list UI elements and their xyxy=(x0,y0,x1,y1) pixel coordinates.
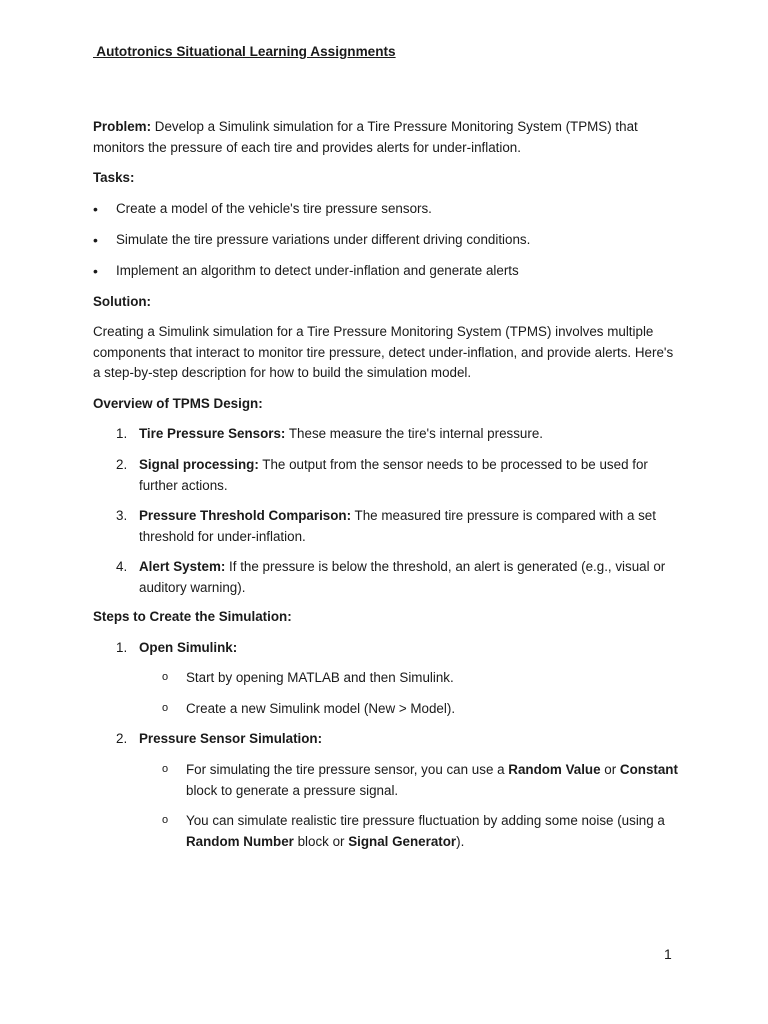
tasks-heading: Tasks: xyxy=(93,170,135,185)
overview-item-body: If the pressure is below the threshold, an alert is generated (e.g., visual or auditory warning). xyxy=(139,559,666,595)
task-text: Create a model of the vehicle's tire pressure sensors. xyxy=(116,201,432,216)
problem-paragraph xyxy=(93,117,683,158)
overview-item-label: Alert System: xyxy=(139,559,226,574)
page-number: 1 xyxy=(664,946,672,962)
list-number: 1. xyxy=(116,640,128,655)
hollow-bullet-icon: o xyxy=(162,763,169,775)
block-name-signal-generator: Signal Generator xyxy=(348,833,457,849)
steps-heading: Steps to Create the Simulation: xyxy=(93,609,292,624)
overview-item-text xyxy=(139,506,679,547)
task-text: Simulate the tire pressure variations under different driving conditions. xyxy=(116,232,531,247)
overview-item-text xyxy=(139,557,679,598)
solution-paragraph: Creating a Simulink simulation for a Tire Pressure Monitoring System (TPMS) involves multiple components that interact to monitor tire pressure, detect under-inflation, and provide alerts. Here's a step-by-step description for how to build the simulation model. xyxy=(93,324,674,380)
list-number: 2. xyxy=(116,457,128,472)
bullet-icon: • xyxy=(93,232,98,248)
overview-heading: Overview of TPMS Design: xyxy=(93,396,263,411)
solution-heading: Solution: xyxy=(93,294,152,309)
overview-item-body: The measured tire pressure is compared with a set threshold for under-inflation. xyxy=(139,508,656,544)
overview-item-label: Pressure Threshold Comparison: xyxy=(139,508,352,523)
hollow-bullet-icon: o xyxy=(162,671,169,683)
bullet-icon: • xyxy=(93,201,98,217)
overview-item-body: These measure the tire's internal pressure. xyxy=(285,426,543,441)
overview-item-label: Tire Pressure Sensors: xyxy=(139,426,286,441)
list-number: 2. xyxy=(116,731,128,746)
sub-text-part: ). xyxy=(456,833,465,849)
sub-text-part: For simulating the tire pressure sensor, you can use a xyxy=(186,762,509,777)
sub-item-text xyxy=(186,760,682,801)
sub-item-text: Create a new Simulink model (New > Model). xyxy=(186,701,456,716)
overview-item-body: The output from the sensor needs to be processed to be used for further actions. xyxy=(139,457,648,493)
block-name-constant: Constant xyxy=(619,762,678,777)
block-name-random-value: Random Value xyxy=(508,762,601,777)
overview-item-label: Signal processing: xyxy=(139,457,259,472)
sub-text-part: block or xyxy=(293,833,349,849)
task-text: Implement an algorithm to detect under-inflation and generate alerts xyxy=(116,263,519,278)
overview-item-text xyxy=(139,455,679,496)
sub-item-text: Start by opening MATLAB and then Simulink. xyxy=(186,670,454,685)
list-number: 1. xyxy=(116,426,128,441)
hollow-bullet-icon: o xyxy=(162,814,169,826)
bullet-icon: • xyxy=(93,263,98,279)
block-name-random-number: Random Number xyxy=(186,833,294,849)
overview-item-text xyxy=(139,424,679,445)
hollow-bullet-icon: o xyxy=(162,702,169,714)
sub-item-text xyxy=(186,811,682,852)
step-label: Pressure Sensor Simulation: xyxy=(139,731,323,746)
problem-label: Problem: xyxy=(93,119,152,134)
sub-text-part: or xyxy=(600,762,620,777)
list-number: 4. xyxy=(116,559,128,574)
list-number: 3. xyxy=(116,508,128,523)
problem-text: Develop a Simulink simulation for a Tire Pressure Monitoring System (TPMS) that monitors the pressure of each tire and provides alerts for under-inflation. xyxy=(93,119,638,155)
sub-text-part: block to generate a pressure signal. xyxy=(186,782,399,798)
step-label: Open Simulink: xyxy=(139,640,238,655)
sub-text-part: You can simulate realistic tire pressure fluctuation by adding some noise (using a xyxy=(186,813,665,828)
document-title: Autotronics Situational Learning Assignments xyxy=(93,44,396,59)
